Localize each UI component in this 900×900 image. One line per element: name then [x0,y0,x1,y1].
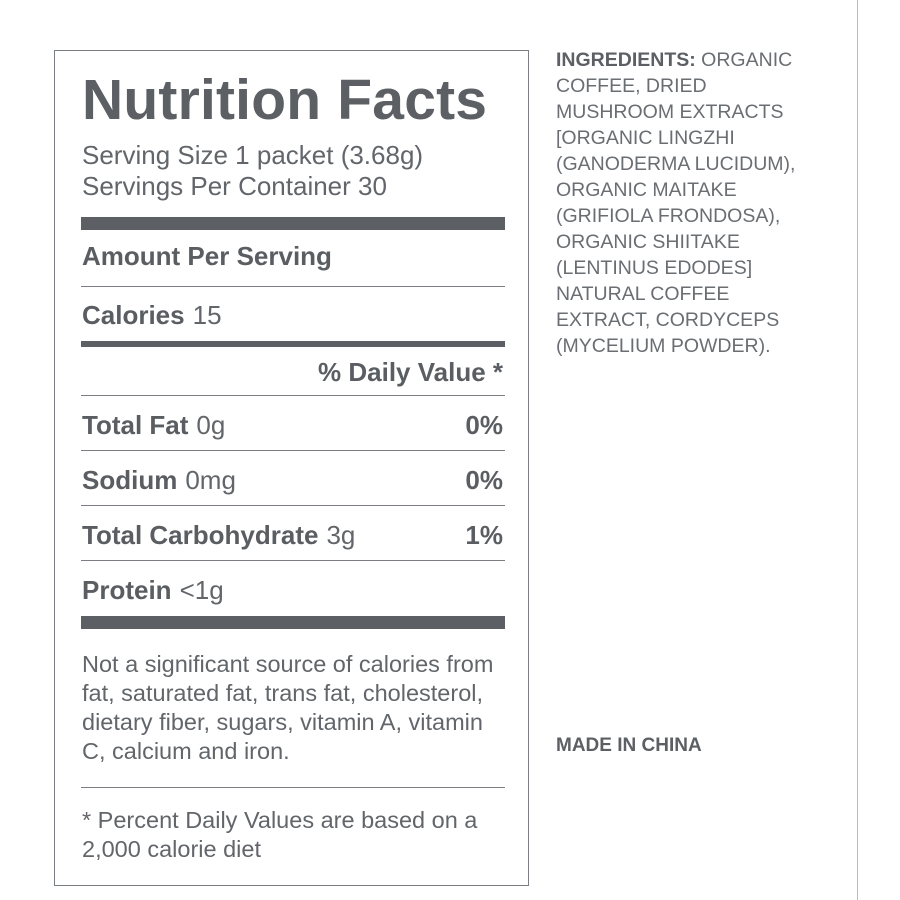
page-edge-rule [857,0,858,900]
nutrient-row-sodium [82,465,236,496]
calories-row [82,300,222,331]
amount-per-serving [82,241,332,272]
nutrient-row-total-fat [82,410,225,441]
nutrient-amount: <1g [179,575,224,605]
amount-per-serving-label: Amount Per Serving [82,241,332,271]
not-significant-note: Not a significant source of calories from fat, saturated fat, trans fat, cholesterol, dietary fiber, sugars, vitamin A, vitamin C, calcium and iron. [82,651,494,764]
nutrition-facts-title: Nutrition Facts [82,68,488,132]
servings-per-container: Servings Per Container 30 [82,171,387,201]
serving-info [82,140,423,202]
nutrient-daily-value: 1% [465,520,503,550]
medium-divider [81,341,505,347]
nutrient-row-protein [82,575,224,606]
country-of-origin: MADE IN CHINA [556,735,702,756]
divider-line [81,505,505,506]
nutrition-facts-panel [54,50,529,886]
thick-divider [81,217,505,230]
divider-line [81,560,505,561]
divider-line [81,450,505,451]
daily-value-header: % Daily Value * [318,357,503,387]
nutrient-daily-value: 0% [465,465,503,495]
thick-divider-bottom [81,616,505,629]
nutrient-amount: 3g [326,520,356,550]
nutrient-name: Protein [82,575,172,605]
divider-line [81,395,505,396]
nutrient-row-total-carbohydrate [82,520,355,551]
serving-size: Serving Size 1 packet (3.68g) [82,140,424,170]
ingredients-list [556,47,826,359]
divider-line [81,787,505,788]
ingredients-text: ORGANIC COFFEE, DRIED MUSHROOM EXTRACTS [ORGANIC LINGZHI (GANODERMA LUCIDUM), ORGANIC MAITAKE (GRIFIOLA FRONDOSA), ORGANIC SHIITAKE (LENTINUS EDODES] NATURAL COFFEE EXTRACT, CORDYCEPS (MYCELIUM POWDER). [556,49,796,357]
nutrient-name: Total Carbohydrate [82,520,319,550]
nutrient-amount: 0g [196,410,226,440]
divider-line [81,286,505,287]
nutrient-name: Total Fat [82,410,189,440]
calories-label: Calories [82,300,185,330]
calories-value: 15 [192,300,222,330]
nutrient-daily-value: 0% [465,410,503,440]
nutrient-amount: 0mg [185,465,236,495]
ingredients-label: INGREDIENTS: [556,49,696,71]
nutrient-name: Sodium [82,465,178,495]
daily-value-footnote: * Percent Daily Values are based on a 2,000 calorie diet [82,807,478,862]
